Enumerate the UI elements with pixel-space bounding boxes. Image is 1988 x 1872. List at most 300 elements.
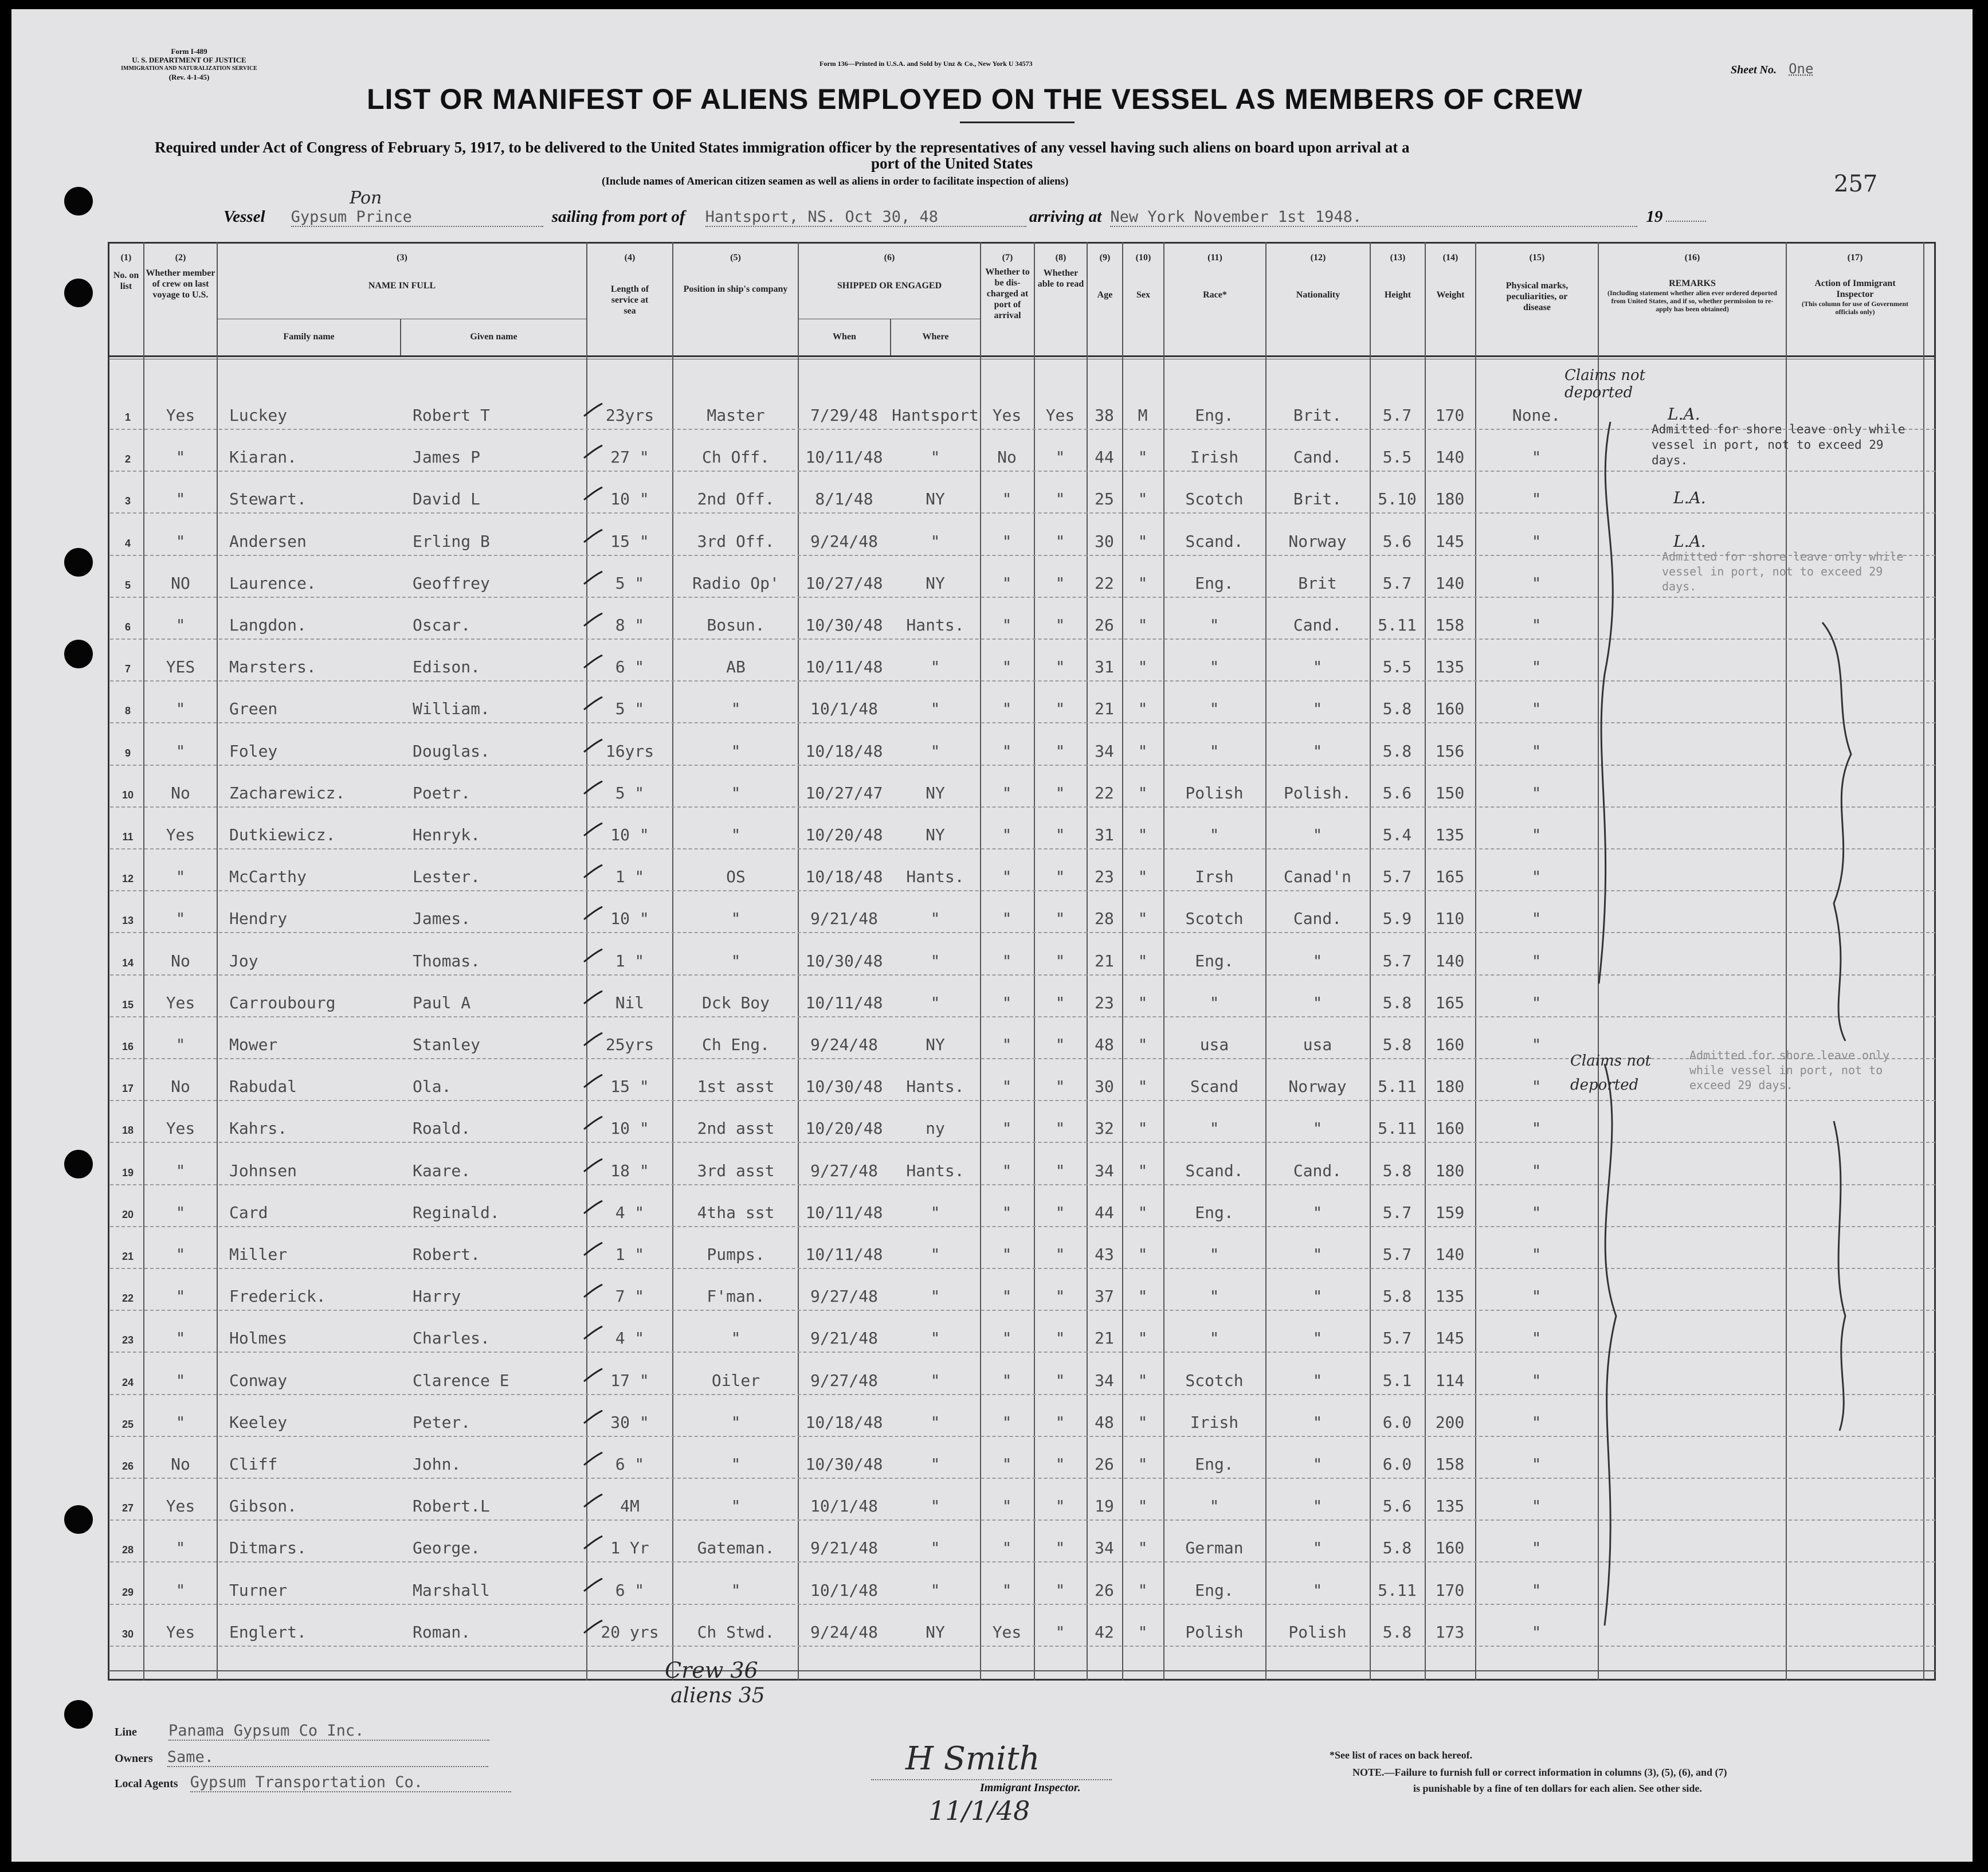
cell-shipped-where: NY [926,784,945,802]
cell-height: 5.8 [1382,1538,1412,1557]
cell-height: 5.7 [1382,406,1412,425]
check-tick-mark [582,1618,605,1635]
col-header-9 [1088,252,1122,300]
check-tick-mark [582,527,605,545]
cell-family-name: Green [229,699,278,718]
cell-nationality: " [1312,825,1323,844]
cell-family-name: Dutkiewicz. [229,825,336,844]
cell-shipped-when: 9/21/48 [810,1329,878,1348]
cell-no: 8 [124,705,131,716]
cell-race: Irish [1190,1413,1239,1432]
cell-no: 14 [121,957,134,969]
remark-handwritten-16: Claims not deported [1570,1052,1652,1094]
cell-age: 28 [1095,909,1114,928]
col-num: (9) [1099,253,1111,263]
cell-physical-marks: " [1531,993,1542,1012]
cell-no: 17 [121,1083,134,1094]
cell-weight: 160 [1435,1035,1465,1054]
cell-family-name: Card [229,1203,268,1222]
cell-nationality: " [1312,1203,1323,1222]
cell-nationality: " [1312,1497,1323,1515]
cell-position: 3rd Off. [697,532,775,551]
sheet-number [1731,61,1813,77]
cell-race: Polish [1185,1623,1244,1642]
cell-height: 6.0 [1382,1413,1412,1432]
col-num: (4) [624,253,636,263]
cell-service-length: 15 " [610,532,649,551]
cell-physical-marks: " [1531,951,1542,970]
cell-able-to-read: " [1055,1287,1065,1306]
cell-able-to-read: " [1055,1077,1065,1096]
cell-last-voyage: " [175,1329,186,1348]
cell-given-name: Ola. [413,1077,452,1096]
cell-nationality: Polish [1288,1623,1347,1642]
cell-race: usa [1199,1035,1229,1054]
cell-sex: " [1138,1623,1148,1642]
col-num: (7) [1002,253,1013,263]
cell-no: 3 [124,495,131,507]
cell-age: 34 [1095,742,1114,761]
cell-no: 24 [121,1377,134,1388]
header-divider [108,355,1936,357]
cell-race: Eng. [1195,1455,1234,1474]
col-num: (12) [1310,253,1326,263]
cell-given-name: Thomas. [413,951,481,970]
cell-discharged: " [1002,867,1012,886]
col-header-5 [673,252,798,295]
cell-given-name: Marshall [413,1581,490,1600]
cell-no: 18 [121,1125,134,1136]
cell-no: 22 [121,1293,134,1304]
cell-nationality: " [1312,1287,1323,1306]
cell-shipped-where: " [930,657,940,676]
cell-nationality: usa [1303,1035,1332,1054]
col-label: Weight [1436,290,1465,300]
cell-race: " [1209,616,1220,635]
cell-race: " [1209,993,1220,1012]
check-tick-mark [582,821,605,838]
cell-weight: 170 [1435,406,1465,425]
cell-service-length: 25yrs [605,1035,654,1054]
cell-age: 34 [1095,1371,1114,1390]
cell-shipped-where: " [930,1203,940,1222]
cell-able-to-read: " [1055,1455,1065,1474]
cell-able-to-read: " [1055,1245,1065,1264]
cell-last-voyage: " [175,1581,186,1600]
cell-shipped-when: 10/30/48 [805,951,883,970]
cell-nationality: " [1312,1538,1323,1557]
cell-no: 13 [121,915,134,926]
cell-given-name: Roman. [413,1623,471,1642]
cell-discharged: " [1002,1287,1012,1306]
cell-nationality: " [1312,742,1323,761]
cell-nationality: Norway [1288,532,1347,551]
cell-age: 32 [1095,1119,1114,1138]
cell-last-voyage: " [175,1245,186,1264]
bracket-remarks-top [1599,422,1613,984]
cell-service-length: 1 " [615,1245,645,1264]
cell-weight: 140 [1435,574,1465,593]
cell-sex: " [1138,1329,1148,1348]
cell-no: 5 [124,579,131,591]
bracket-action-bottom [1834,1121,1845,1431]
subtitle-line-3: (Include names of American citizen seamen as well as aliens in order to facilitate inspection of aliens) [602,175,1069,187]
cell-given-name: Stanley [413,1035,481,1054]
cell-shipped-when: 10/27/47 [805,784,883,802]
check-tick-mark [582,989,605,1006]
cell-last-voyage: " [175,448,186,467]
cell-service-length: 6 " [615,657,645,676]
cell-race: Irish [1190,448,1239,467]
cell-shipped-when: 10/27/48 [805,574,883,593]
cell-given-name: Erling B [413,532,490,551]
cell-sex: " [1138,657,1148,676]
cell-no: 25 [121,1419,134,1430]
cell-family-name: Luckey [229,406,288,425]
cell-discharged: " [1002,1119,1012,1138]
year-label: 19 [1646,207,1663,226]
crew-tally: Crew 36 [665,1658,758,1683]
cell-nationality: Norway [1288,1077,1347,1096]
cell-height: 5.7 [1382,867,1412,886]
cell-position: Gateman. [697,1538,775,1557]
cell-position: Ch Eng. [701,1035,770,1054]
cell-age: 34 [1095,1538,1114,1557]
cell-family-name: Miller [229,1245,288,1264]
cell-given-name: Peter. [413,1413,471,1432]
cell-family-name: Joy [229,951,258,970]
col-label: Sex [1136,290,1150,300]
cell-shipped-when: 10/11/48 [805,448,883,467]
cell-last-voyage: " [175,616,186,635]
cell-shipped-where: NY [926,1623,945,1642]
service-name: IMMIGRATION AND NATURALIZATION SERVICE [121,65,257,72]
cell-nationality: Cand. [1293,616,1342,635]
cell-last-voyage: Yes [166,993,195,1012]
col-header-4 [587,252,672,316]
cell-able-to-read: " [1055,699,1065,718]
owners-label: Owners [115,1752,153,1765]
cell-weight: 135 [1435,1497,1465,1515]
vessel-label: Vessel [223,207,265,226]
cell-physical-marks: " [1531,1329,1542,1348]
cell-nationality: " [1312,1245,1323,1264]
cell-shipped-where: " [930,1245,940,1264]
cell-discharged: " [1002,742,1012,761]
col-num: (17) [1847,253,1863,263]
col-label: REMARKS [1669,279,1716,288]
cell-family-name: McCarthy [229,867,307,886]
cell-sex: " [1138,867,1148,886]
cell-discharged: " [1002,1455,1012,1474]
cell-last-voyage: Yes [166,825,195,844]
cell-last-voyage: " [175,1035,186,1054]
cell-discharged: " [1002,532,1012,551]
subtitle-line-1: Required under Act of Congress of February 5, 1917, to be delivered to the United States immigration officer by the representatives of any vessel having such aliens on board upon arrival at a [155,139,1410,156]
cell-age: 43 [1095,1245,1114,1264]
cell-given-name: Edison. [413,657,481,676]
cell-age: 31 [1095,657,1114,676]
line-label: Line [115,1726,137,1738]
cell-height: 5.8 [1382,1623,1412,1642]
cell-able-to-read: " [1055,825,1065,844]
cell-sex: " [1138,1203,1148,1222]
cell-given-name: Roald. [413,1119,471,1138]
check-tick-mark [582,1199,605,1216]
cell-position: 1st asst [697,1077,775,1096]
cell-height: 5.5 [1382,448,1412,467]
col-label: Whether able to read [1037,268,1084,289]
cell-family-name: Zacharewicz. [229,784,346,802]
cell-shipped-when: 9/24/48 [810,1623,878,1642]
cell-physical-marks: " [1531,1035,1542,1054]
cell-age: 26 [1095,616,1114,635]
cell-no: 7 [124,663,131,675]
cell-race: Eng. [1195,1203,1234,1222]
cell-race: " [1209,1119,1220,1138]
handwritten-bracket-marks [1582,387,1926,1666]
cell-discharged: " [1002,1581,1012,1600]
cell-given-name: James. [413,909,471,928]
cell-weight: 140 [1435,951,1465,970]
cell-race: Irsh [1195,867,1234,886]
agents-label: Local Agents [115,1777,178,1790]
cell-able-to-read: " [1055,1329,1065,1348]
col-num: (13) [1390,253,1406,263]
cell-family-name: Laurence. [229,574,316,593]
bracket-action-top [1822,622,1851,1041]
check-tick-mark [582,1031,605,1048]
cell-given-name: Kaare. [413,1161,471,1180]
cell-service-length: 8 " [615,616,645,635]
inspector-signature: H Smith [905,1740,1040,1777]
cell-family-name: Holmes [229,1329,288,1348]
cell-race: " [1209,657,1220,676]
vessel-hand-note: Pon [350,188,382,208]
table-bottom-rule [108,1670,1936,1671]
cell-last-voyage: " [175,489,186,508]
col-divider [217,242,218,1681]
cell-discharged: " [1002,993,1012,1012]
cell-service-length: 4 " [615,1329,645,1348]
cell-no: 21 [121,1251,134,1262]
col-header-10 [1123,252,1163,300]
cell-nationality: " [1312,1581,1323,1600]
cell-age: 25 [1095,489,1114,508]
cell-physical-marks: " [1531,867,1542,886]
cell-sex: " [1138,1413,1148,1432]
cell-height: 5.5 [1382,657,1412,676]
cell-discharged: " [1002,657,1012,676]
col-num: (14) [1442,253,1458,263]
cell-physical-marks: " [1531,1623,1542,1642]
cell-race: Scotch [1185,1371,1244,1390]
cell-height: 5.8 [1382,1161,1412,1180]
cell-position: F'man. [707,1287,765,1306]
cell-age: 23 [1095,993,1114,1012]
cell-able-to-read: " [1055,489,1065,508]
cell-position: " [731,699,741,718]
cell-able-to-read: " [1055,1203,1065,1222]
cell-given-name: George. [413,1538,481,1557]
cell-physical-marks: " [1531,742,1542,761]
footer-owners [115,1748,488,1767]
cell-given-name: Poetr. [413,784,471,802]
cell-shipped-where: " [930,1287,940,1306]
cell-shipped-where: " [930,1538,940,1557]
cell-given-name: Henryk. [413,825,481,844]
cell-shipped-where: " [930,448,940,467]
cell-discharged: Yes [992,406,1022,425]
cell-weight: 140 [1435,448,1465,467]
cell-position: Ch Stwd. [697,1623,775,1642]
cell-height: 5.8 [1382,1287,1412,1306]
cell-shipped-where: Hants. [906,867,964,886]
cell-family-name: Johnsen [229,1161,297,1180]
cell-sex: " [1138,951,1148,970]
title-underline [960,122,1075,123]
cell-race: Eng. [1195,1581,1234,1600]
cell-family-name: Hendry [229,909,288,928]
cell-sex: " [1138,909,1148,928]
cell-race: Scand [1190,1077,1239,1096]
cell-shipped-when: 10/11/48 [805,1203,883,1222]
cell-shipped-where: Hantsport [892,406,979,425]
binder-hole [64,1150,93,1178]
cell-position: Ch Off. [701,448,770,467]
cell-able-to-read: " [1055,1161,1065,1180]
cell-race: " [1209,825,1220,844]
cell-shipped-where: " [930,1413,940,1432]
cell-shipped-when: 10/20/48 [805,1119,883,1138]
cell-discharged: " [1002,951,1012,970]
cell-race: German [1185,1538,1244,1557]
check-tick-mark [582,1324,605,1341]
col-num: (16) [1684,253,1700,263]
cell-able-to-read: " [1055,448,1065,467]
cell-family-name: Stewart. [229,489,307,508]
cell-position: OS [726,867,746,886]
cell-race: Eng. [1195,951,1234,970]
cell-age: 31 [1095,825,1114,844]
cell-given-name: David L [413,489,481,508]
footer-agents [115,1773,511,1792]
cell-physical-marks: " [1531,574,1542,593]
cell-no: 20 [121,1209,134,1220]
cell-service-length: 15 " [610,1077,649,1096]
cell-sex: " [1138,1287,1148,1306]
col-num: (5) [730,253,741,263]
cell-service-length: 5 " [615,784,645,802]
check-tick-mark [582,485,605,502]
cell-age: 48 [1095,1035,1114,1054]
cell-able-to-read: " [1055,1413,1065,1432]
cell-shipped-where: " [930,951,940,970]
cell-service-length: 10 " [610,825,649,844]
cell-physical-marks: " [1531,699,1542,718]
printer-line: Form 136—Printed in U.S.A. and Sold by Unz & Co., New York U 34573 [819,60,1033,68]
cell-family-name: Kiaran. [229,448,297,467]
check-tick-mark [582,947,605,964]
cell-sex: " [1138,1245,1148,1264]
cell-nationality: Canad'n [1283,867,1351,886]
cell-weight: 165 [1435,867,1465,886]
col-label: Physical marks, peculiarities, or disease [1505,281,1569,312]
cell-discharged: " [1002,1035,1012,1054]
col-label: No. on list [113,271,139,291]
cell-position: Dck Boy [701,993,770,1012]
binder-hole [64,279,93,307]
cell-race: Polish [1185,784,1244,802]
cell-shipped-where: Hants. [906,1161,964,1180]
cell-given-name: Paul A [413,993,471,1012]
cell-shipped-where: " [930,532,940,551]
cell-discharged: Yes [992,1623,1022,1642]
cell-height: 5.7 [1382,1329,1412,1348]
cell-last-voyage: No [171,1455,190,1474]
cell-given-name: Oscar. [413,616,471,635]
col-header-6-where: Where [922,332,949,342]
check-tick-mark [582,1492,605,1509]
col-label: Height [1384,290,1411,300]
cell-weight: 145 [1435,1329,1465,1348]
remark-initials-1: L.A. [1668,405,1700,424]
cell-discharged: " [1002,825,1012,844]
cell-weight: 180 [1435,1161,1465,1180]
cell-given-name: Douglas. [413,742,490,761]
cell-shipped-when: 10/11/48 [805,657,883,676]
cell-no: 27 [121,1502,134,1514]
cell-family-name: Kahrs. [229,1119,288,1138]
cell-shipped-when: 10/18/48 [805,1413,883,1432]
cell-service-length: 16yrs [605,742,654,761]
agents-value: Gypsum Transportation Co. [190,1773,511,1792]
cell-height: 5.7 [1382,951,1412,970]
cell-given-name: Robert. [413,1245,481,1264]
cell-position: Oiler [711,1371,760,1390]
cell-shipped-where: Hants. [906,1077,964,1096]
cell-physical-marks: " [1531,489,1542,508]
cell-able-to-read: " [1055,657,1065,676]
col-header-1 [109,252,143,292]
cell-position: 4tha sst [697,1203,775,1222]
check-tick-mark [582,1366,605,1384]
cell-weight: 135 [1435,657,1465,676]
cell-height: 5.6 [1382,784,1412,802]
cell-race: Scotch [1185,489,1244,508]
cell-weight: 158 [1435,616,1465,635]
cell-last-voyage: " [175,1413,186,1432]
cell-service-length: Nil [615,993,645,1012]
cell-family-name: Englert. [229,1623,307,1642]
cell-discharged: " [1002,1329,1012,1348]
cell-nationality: Brit. [1293,489,1342,508]
cell-position: Radio Op' [692,574,779,593]
cell-weight: 165 [1435,993,1465,1012]
cell-able-to-read: " [1055,784,1065,802]
cell-service-length: 1 " [615,951,645,970]
cell-able-to-read: " [1055,1371,1065,1390]
check-tick-mark [582,653,605,670]
remark-initials-4: L.A. [1673,532,1706,551]
cell-weight: 114 [1435,1371,1465,1390]
arriving-label: arriving at [1029,207,1102,226]
cell-service-length: 30 " [610,1413,649,1432]
cell-family-name: Conway [229,1371,288,1390]
cell-position: Master [707,406,765,425]
binder-hole [64,187,93,216]
cell-shipped-when: 10/30/48 [805,616,883,635]
